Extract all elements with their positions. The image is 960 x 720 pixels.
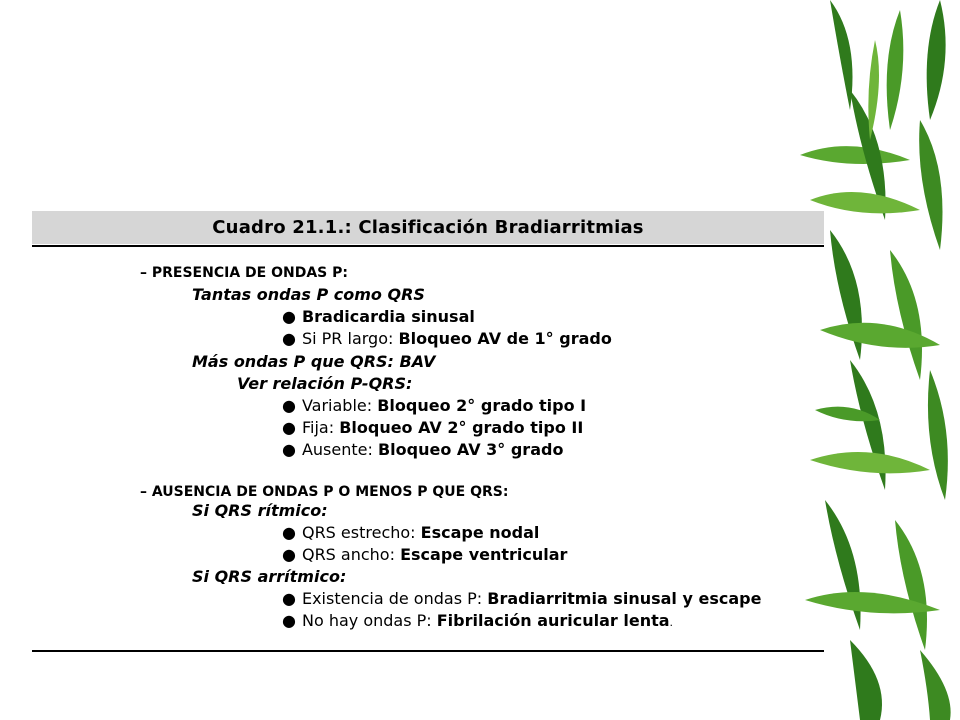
bullet-icon: ●	[282, 545, 296, 564]
bullet-icon: ●	[282, 440, 296, 459]
list-item: ● Ausente: Bloqueo AV 3° grado	[282, 440, 564, 459]
bullet-icon: ●	[282, 307, 296, 326]
list-item: ● Variable: Bloqueo 2° grado tipo I	[282, 396, 587, 415]
group-subtitle-relation: Ver relación P-QRS:	[237, 374, 413, 393]
group-title-equal-p-qrs: Tantas ondas P como QRS	[192, 285, 425, 304]
bullet-icon: ●	[282, 523, 296, 542]
bottom-rule	[32, 650, 824, 652]
bullet-icon: ●	[282, 589, 296, 608]
list-item: ● Si PR largo: Bloqueo AV de 1° grado	[282, 329, 612, 348]
table-title: Cuadro 21.1.: Clasificación Bradiarritmias	[32, 211, 824, 244]
bullet-icon: ●	[282, 418, 296, 437]
list-item: ● Bradicardia sinusal	[282, 307, 475, 326]
section-heading-absence: – AUSENCIA DE ONDAS P O MENOS P QUE QRS:	[140, 484, 509, 500]
list-item: ● QRS estrecho: Escape nodal	[282, 523, 540, 542]
top-rule	[32, 245, 824, 247]
list-item: ● Fija: Bloqueo AV 2° grado tipo II	[282, 418, 584, 437]
bullet-icon: ●	[282, 329, 296, 348]
bullet-icon: ●	[282, 396, 296, 415]
group-title-more-p: Más ondas P que QRS: BAV	[192, 352, 436, 371]
list-item: ● QRS ancho: Escape ventricular	[282, 545, 568, 564]
section-heading-presence: – PRESENCIA DE ONDAS P:	[140, 265, 348, 281]
bamboo-decoration	[790, 0, 960, 720]
group-title-rhythmic: Si QRS rítmico:	[192, 501, 328, 520]
group-title-arrhythmic: Si QRS arrítmico:	[192, 567, 347, 586]
list-item: ● No hay ondas P: Fibrilación auricular lenta.	[282, 611, 674, 630]
bullet-icon: ●	[282, 611, 296, 630]
list-item: ● Existencia de ondas P: Bradiarritmia sinusal y escape	[282, 589, 762, 608]
